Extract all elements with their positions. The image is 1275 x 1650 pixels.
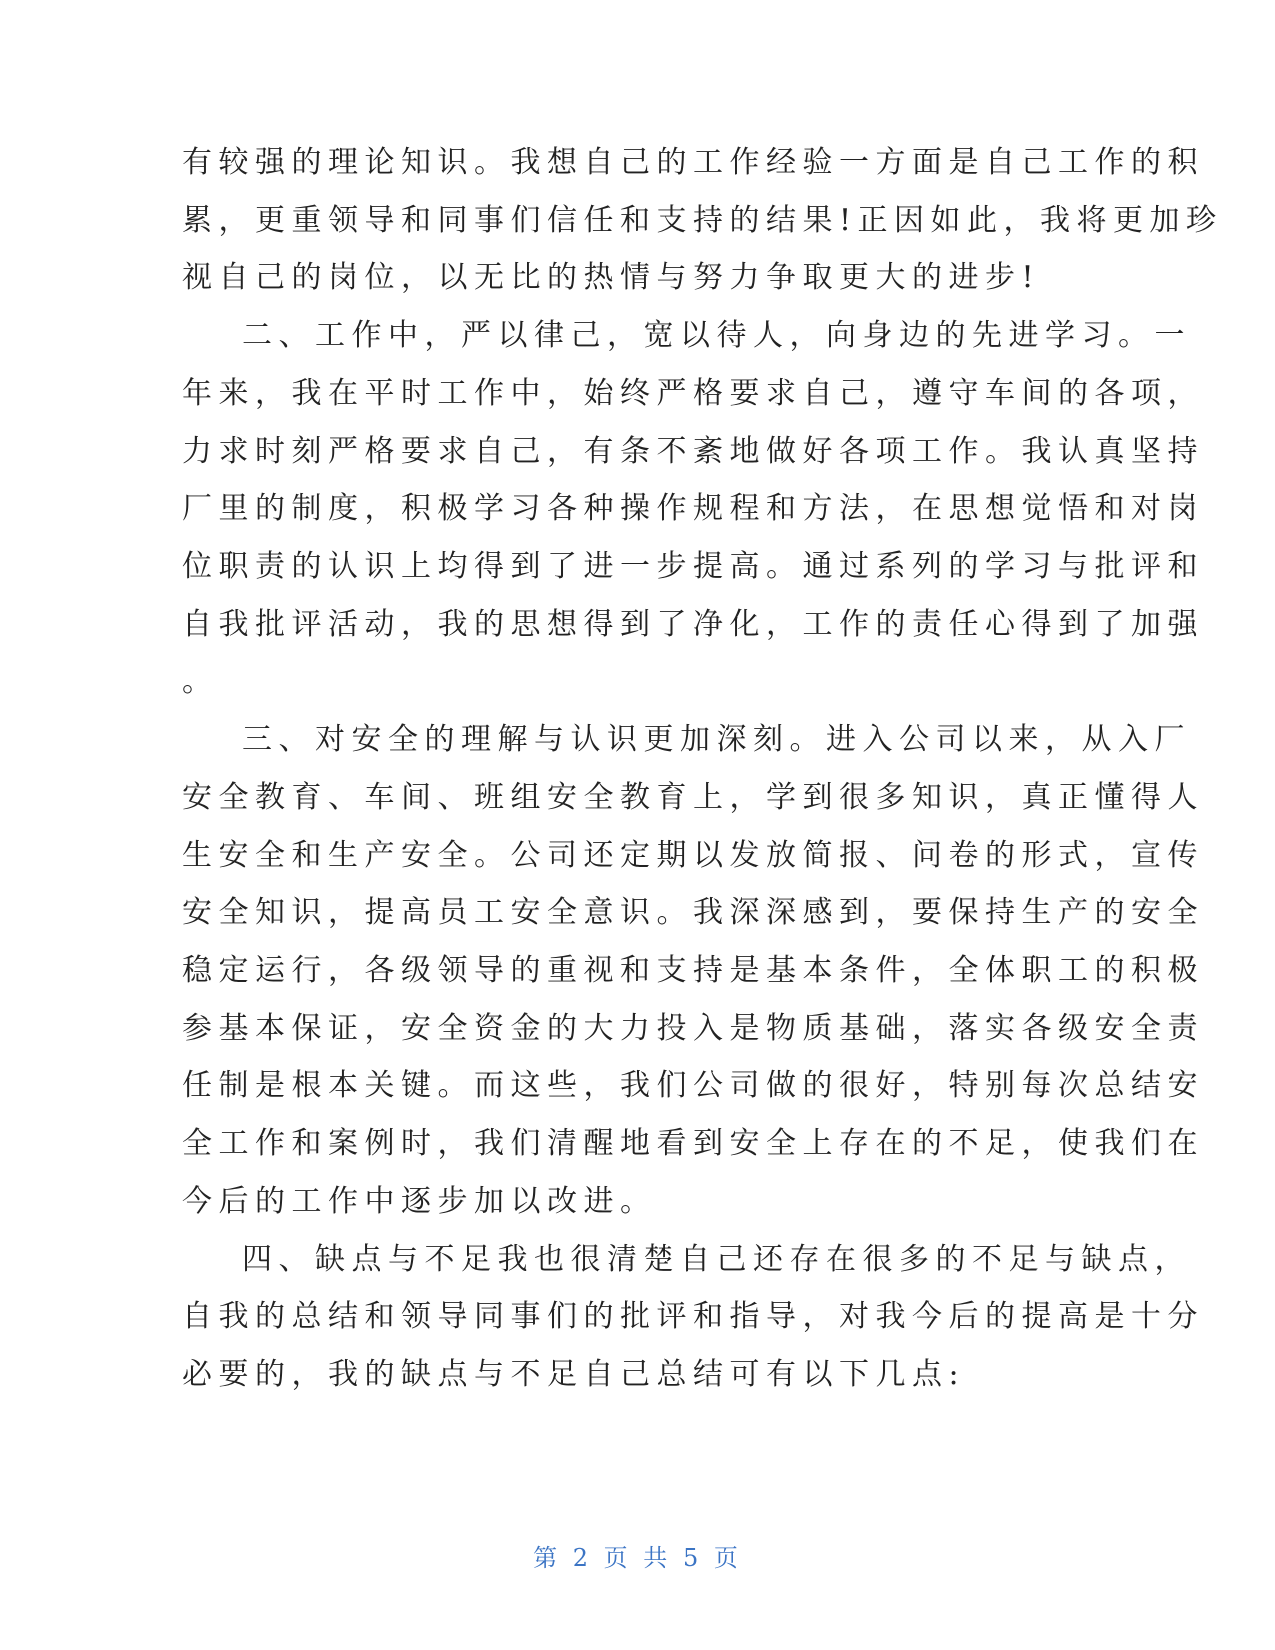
text-line: 任制是根本关键。而这些，我们公司做的很好，特别每次总结安: [182, 1068, 1204, 1103]
text-line: 参基本保证，安全资金的大力投入是物质基础，落实各级安全责: [182, 1011, 1204, 1046]
total-page-count: 5: [682, 1544, 703, 1572]
text-line: 。: [182, 664, 219, 699]
text-line: 稳定运行，各级领导的重视和支持是基本条件，全体职工的积极: [182, 953, 1204, 988]
footer-prefix: 第: [533, 1544, 562, 1572]
text-line: 全工作和案例时，我们清醒地看到安全上存在的不足，使我们在: [182, 1126, 1204, 1161]
paragraph-4-first-line: 四、缺点与不足我也很清楚自己还存在很多的不足与缺点，: [242, 1242, 1191, 1277]
text-line: 安全教育、车间、班组安全教育上，学到很多知识，真正懂得人: [182, 780, 1204, 815]
text-line: 视自己的岗位，以无比的热情与努力争取更大的进步!: [182, 260, 1041, 295]
text-line: 今后的工作中逐步加以改进。: [182, 1184, 657, 1219]
current-page-number: 2: [572, 1544, 593, 1572]
text-line: 厂里的制度，积极学习各种操作规程和方法，在思想觉悟和对岗: [182, 491, 1204, 526]
paragraph-2-first-line: 二、工作中，严以律己，宽以待人，向身边的先进学习。一: [242, 318, 1191, 353]
footer-suffix: 页: [713, 1544, 742, 1572]
text-line: 累，更重领导和同事们信任和支持的结果!正因如此，我将更加珍: [182, 203, 1223, 238]
text-line: 安全知识，提高员工安全意识。我深深感到，要保持生产的安全: [182, 895, 1204, 930]
text-line: 必要的，我的缺点与不足自己总结可有以下几点:: [182, 1357, 966, 1392]
text-line: 位职责的认识上均得到了进一步提高。通过系列的学习与批评和: [182, 549, 1204, 584]
page-number-footer: [0, 1542, 1275, 1574]
text-line: 生安全和生产安全。公司还定期以发放简报、问卷的形式，宣传: [182, 838, 1204, 873]
text-line: 自我批评活动，我的思想得到了净化，工作的责任心得到了加强: [182, 607, 1204, 642]
text-line: 自我的总结和领导同事们的批评和指导，对我今后的提高是十分: [182, 1299, 1204, 1334]
text-line: 有较强的理论知识。我想自己的工作经验一方面是自己工作的积: [182, 145, 1204, 180]
text-line: 力求时刻严格要求自己，有条不紊地做好各项工作。我认真坚持: [182, 434, 1204, 469]
text-line: 年来，我在平时工作中，始终严格要求自己，遵守车间的各项，: [182, 376, 1204, 411]
footer-middle: 页 共: [603, 1544, 672, 1572]
paragraph-3-first-line: 三、对安全的理解与认识更加深刻。进入公司以来，从入厂: [242, 722, 1191, 757]
